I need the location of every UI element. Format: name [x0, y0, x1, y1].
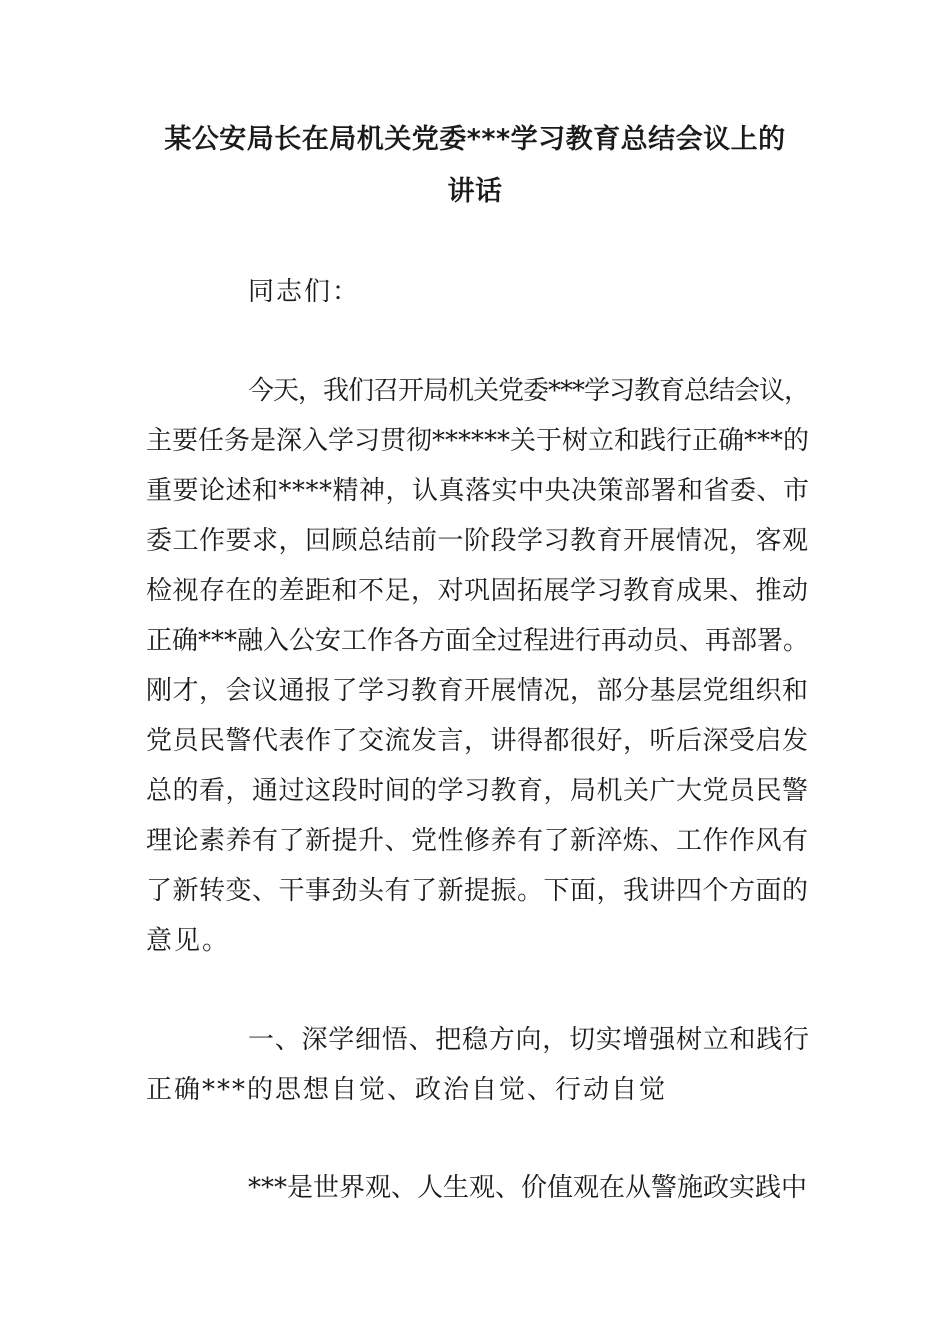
paragraph-line: 今天，我们召开局机关党委***学习教育总结会议， — [248, 376, 810, 406]
paragraph-line: 意见。 — [146, 926, 231, 956]
paragraph-line: 检视存在的差距和不足，对巩固拓展学习教育成果、推动 — [146, 576, 809, 606]
paragraph-line: 刚才，会议通报了学习教育开展情况，部分基层党组织和 — [146, 676, 809, 706]
heading-line: 一、深学细悟、把稳方向，切实增强树立和践行 — [248, 1025, 810, 1055]
paragraph-line: 了新转变、干事劲头有了新提振。下面，我讲四个方面的 — [146, 876, 809, 906]
paragraph-line: 委工作要求，回顾总结前一阶段学习教育开展情况，客观 — [146, 526, 809, 556]
paragraph-line: 理论素养有了新提升、党性修养有了新淬炼、工作作风有 — [146, 826, 809, 856]
document-title-line-2: 讲话 — [447, 176, 503, 207]
paragraph-line: 总的看，通过这段时间的学习教育，局机关广大党员民警 — [146, 776, 809, 806]
paragraph-line: 正确***融入公安工作各方面全过程进行再动员、再部署。 — [146, 626, 810, 656]
paragraph-line: ***是世界观、人生观、价值观在从警施政实践中 — [248, 1173, 808, 1203]
paragraph-line: 党员民警代表作了交流发言，讲得都很好，听后深受启发 — [146, 726, 809, 756]
heading-line: 正确***的思想自觉、政治自觉、行动自觉 — [146, 1075, 668, 1105]
paragraph-line: 重要论述和****精神，认真落实中央决策部署和省委、市 — [146, 476, 810, 506]
document-title-line-1: 某公安局长在局机关党委***学习教育总结会议上的 — [164, 124, 786, 155]
paragraph-line: 主要任务是深入学习贯彻******关于树立和践行正确***的 — [146, 426, 810, 456]
salutation: 同志们： — [248, 277, 361, 307]
